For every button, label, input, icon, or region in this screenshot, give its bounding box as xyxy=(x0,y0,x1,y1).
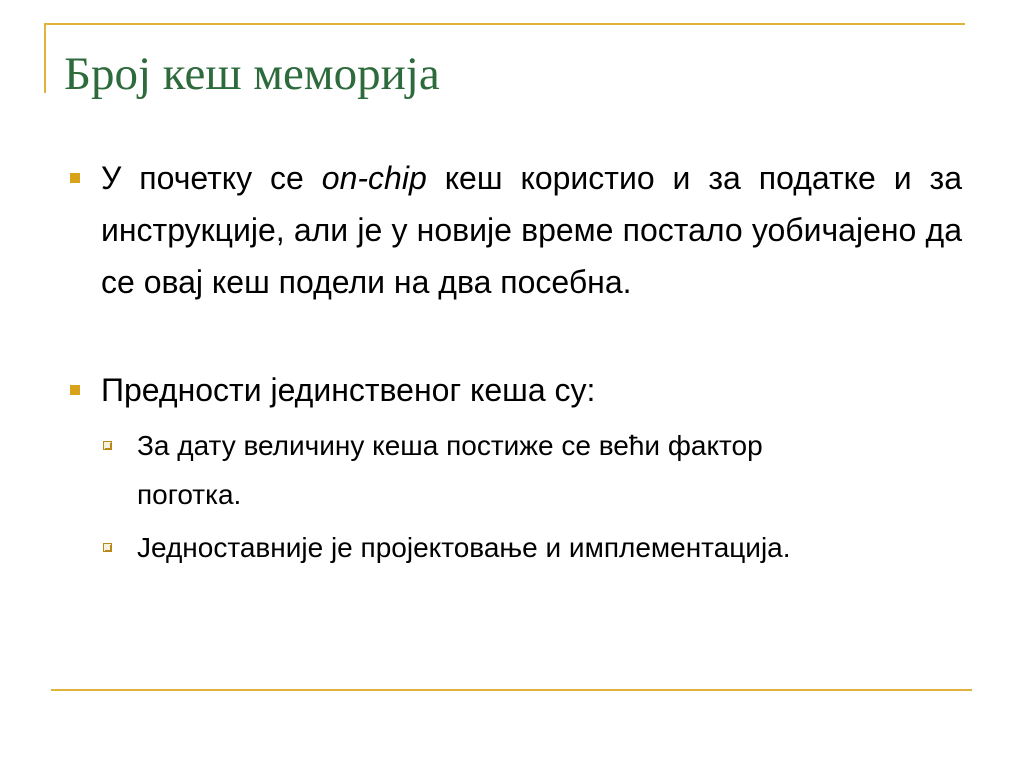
bullet-1-emphasis: on-chip xyxy=(321,160,427,196)
left-accent-line xyxy=(44,23,46,93)
hollow-square-bullet-icon xyxy=(103,441,112,450)
subbullet-item-2 xyxy=(137,523,857,572)
square-bullet-icon xyxy=(70,385,80,395)
subbullet-2-text: Једноставније је пројектовање и имплементација. xyxy=(137,532,791,563)
hollow-square-bullet-icon xyxy=(103,543,112,552)
top-accent-line xyxy=(44,23,965,25)
bullet-item-2 xyxy=(101,364,962,416)
square-bullet-icon xyxy=(70,173,80,183)
slide-title: Број кеш меморија xyxy=(64,48,440,100)
subbullet-item-1 xyxy=(137,421,857,519)
subbullet-1-text: За дату величину кеша постиже се већи фактор поготка. xyxy=(137,430,763,510)
bullet-item-1 xyxy=(101,152,962,308)
bullet-2-text: Предности јединственог кеша су: xyxy=(101,372,596,408)
bottom-accent-line xyxy=(51,689,972,691)
bullet-1-prefix: У почетку се xyxy=(101,160,322,196)
bullet-1-suffix: кеш користио и за податке и за инструкције, али је у новије време постало уобичајено да се овај кеш подели на два посебна. xyxy=(101,160,963,300)
